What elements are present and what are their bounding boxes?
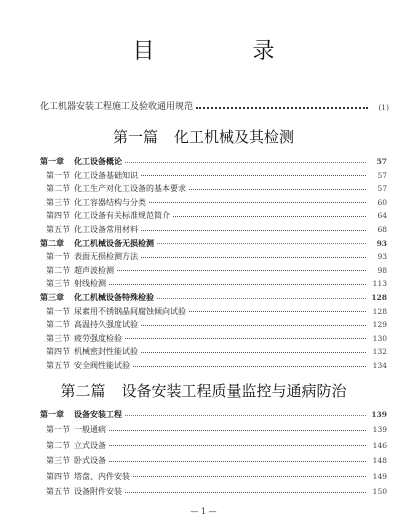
entry-title: 化工机械设备无损检测 (74, 237, 154, 248)
part-title: 设备安装工程质量监控与通病防治 (121, 382, 347, 400)
entry-page: 113 (372, 279, 387, 289)
entry-number: 第二节 (46, 320, 70, 330)
dot-leader (117, 269, 366, 271)
entry-page: 60 (377, 197, 387, 207)
entry-page: 57 (377, 184, 387, 194)
entry-title: 机械密封性能试验 (74, 347, 138, 357)
entry-title: 化工设备基础知识 (74, 170, 138, 180)
entry-page: 64 (377, 211, 387, 221)
toc-section-entry[interactable] (40, 423, 387, 436)
entry-page: 93 (377, 252, 387, 262)
entry-number: 第三节 (46, 279, 70, 289)
toc-title: 目 录 (132, 39, 313, 64)
entry-title: 化工设备概论 (74, 156, 122, 166)
entry-number: 第二节 (46, 440, 70, 450)
dot-leader (141, 256, 366, 258)
dot-leader (157, 297, 366, 299)
dot-leader (141, 351, 366, 353)
toc-chapter-entry[interactable] (40, 408, 387, 421)
entry-title: 尿素用不锈钢晶间腐蚀倾向试验 (74, 306, 186, 316)
intro-entry-page: (1) (378, 103, 389, 112)
entry-page: 148 (372, 456, 387, 466)
entry-title: 化工机械设备特殊检验 (74, 292, 154, 302)
entry-number: 第三节 (46, 197, 70, 207)
entry-number: 第三节 (46, 333, 70, 343)
dot-leader (125, 491, 366, 493)
entry-page: 150 (372, 487, 387, 496)
entry-number: 第三节 (46, 456, 70, 466)
toc-section-entry[interactable] (40, 305, 387, 318)
entry-number: 第四节 (46, 211, 70, 221)
entry-number: 第一节 (46, 306, 70, 316)
entry-title: 化工设备有关标准规范简介 (74, 211, 170, 221)
intro-entry[interactable] (40, 101, 389, 114)
toc-section-entry[interactable] (40, 454, 387, 467)
entry-title: 射线检测 (74, 279, 106, 289)
entry-number: 第一章 (40, 409, 64, 419)
entry-title: 一般通病 (74, 425, 106, 435)
entry-title: 安全阀性能试验 (74, 361, 130, 370)
entry-page: 128 (372, 306, 387, 316)
entry-title: 立式设备 (74, 440, 106, 450)
dot-leader (125, 414, 366, 416)
entry-number: 第二节 (46, 265, 70, 275)
dot-leader (125, 161, 366, 163)
entry-number: 第一节 (46, 425, 70, 435)
intro-entry-text: 化工机器安装工程施工及验收通用规范 (40, 102, 194, 112)
page-number: — 1 — (190, 507, 217, 516)
toc-section-entry[interactable] (40, 277, 387, 290)
toc-section-entry[interactable] (40, 359, 387, 372)
entry-page: 68 (377, 225, 387, 234)
entry-title: 高温持久强度试验 (74, 320, 138, 330)
toc-section-entry[interactable] (40, 169, 387, 182)
entry-page: 146 (372, 440, 387, 450)
dot-leader (141, 229, 366, 231)
entry-title: 化工生产对化工设备的基本要求 (74, 184, 186, 194)
dot-leader (149, 201, 366, 203)
toc-section-entry[interactable] (40, 264, 387, 277)
entry-number: 第二章 (40, 237, 64, 248)
dot-leader (189, 310, 366, 312)
toc-chapter-entry[interactable] (40, 291, 387, 304)
entry-page: 134 (372, 361, 387, 370)
part-number: 第一篇 (112, 128, 158, 146)
dot-leader (189, 188, 366, 190)
toc-section-entry[interactable] (40, 209, 387, 222)
dot-leader (133, 365, 366, 367)
entry-page: 93 (376, 238, 387, 248)
toc-section-entry[interactable] (40, 332, 387, 345)
entry-number: 第一节 (46, 170, 70, 180)
part-heading-2 (0, 380, 407, 401)
entry-title: 设备安装工程 (74, 409, 122, 419)
part-heading-1 (0, 126, 407, 147)
entry-page: 130 (372, 333, 387, 343)
entry-title: 塔盘、内件安装 (74, 471, 130, 481)
entry-page: 139 (371, 410, 387, 419)
entry-page: 149 (372, 471, 387, 481)
dot-leader (109, 429, 366, 431)
entry-number: 第五节 (46, 487, 70, 496)
entry-title: 卧式设备 (74, 456, 106, 466)
entry-page: 57 (376, 157, 387, 166)
entry-title: 表面无损检测方法 (74, 252, 138, 262)
toc-section-entry[interactable] (40, 345, 387, 358)
entry-page: 139 (372, 425, 387, 435)
dot-leader (157, 242, 366, 244)
entry-page: 128 (371, 293, 387, 302)
dot-leader (173, 215, 366, 217)
entry-number: 第一节 (46, 252, 70, 262)
toc-section-entry[interactable] (40, 485, 387, 498)
dot-leader (109, 460, 366, 462)
entry-title: 化工设备常用材料 (74, 225, 138, 234)
toc-section-entry[interactable] (40, 182, 387, 195)
toc-section-entry[interactable] (40, 470, 387, 483)
entry-number: 第四节 (46, 347, 70, 357)
part-number: 第二篇 (60, 382, 106, 400)
dot-leader (109, 444, 366, 446)
toc-section-entry[interactable] (40, 250, 387, 263)
entry-number: 第一章 (40, 156, 64, 166)
toc-section-entry[interactable] (40, 318, 387, 331)
toc-section-entry[interactable] (40, 196, 387, 209)
entry-title: 设备附件安装 (74, 487, 122, 496)
entry-page: 132 (372, 347, 387, 357)
dot-leader (141, 174, 366, 176)
entry-title: 疲劳强度检验 (74, 333, 122, 343)
dot-leader (109, 283, 366, 285)
dot-leader (196, 106, 368, 109)
toc-section-entry[interactable] (40, 439, 387, 452)
dot-leader (141, 324, 366, 326)
entry-number: 第二节 (46, 184, 70, 194)
toc-chapter-entry[interactable] (40, 237, 387, 250)
entry-page: 98 (377, 265, 387, 275)
toc-chapter-entry[interactable] (40, 155, 387, 168)
entry-page: 57 (377, 170, 387, 180)
entry-title: 化工容器结构与分类 (74, 197, 146, 207)
dot-leader (133, 475, 366, 477)
entry-number: 第三章 (40, 292, 64, 302)
dot-leader (125, 337, 366, 339)
toc-section-entry[interactable] (40, 223, 387, 236)
entry-number: 第五节 (46, 361, 70, 370)
entry-number: 第四节 (46, 471, 70, 481)
part-title: 化工机械及其检测 (174, 128, 295, 146)
entry-number: 第五节 (46, 225, 70, 234)
entry-page: 129 (372, 320, 387, 330)
entry-title: 超声波检测 (74, 265, 114, 275)
